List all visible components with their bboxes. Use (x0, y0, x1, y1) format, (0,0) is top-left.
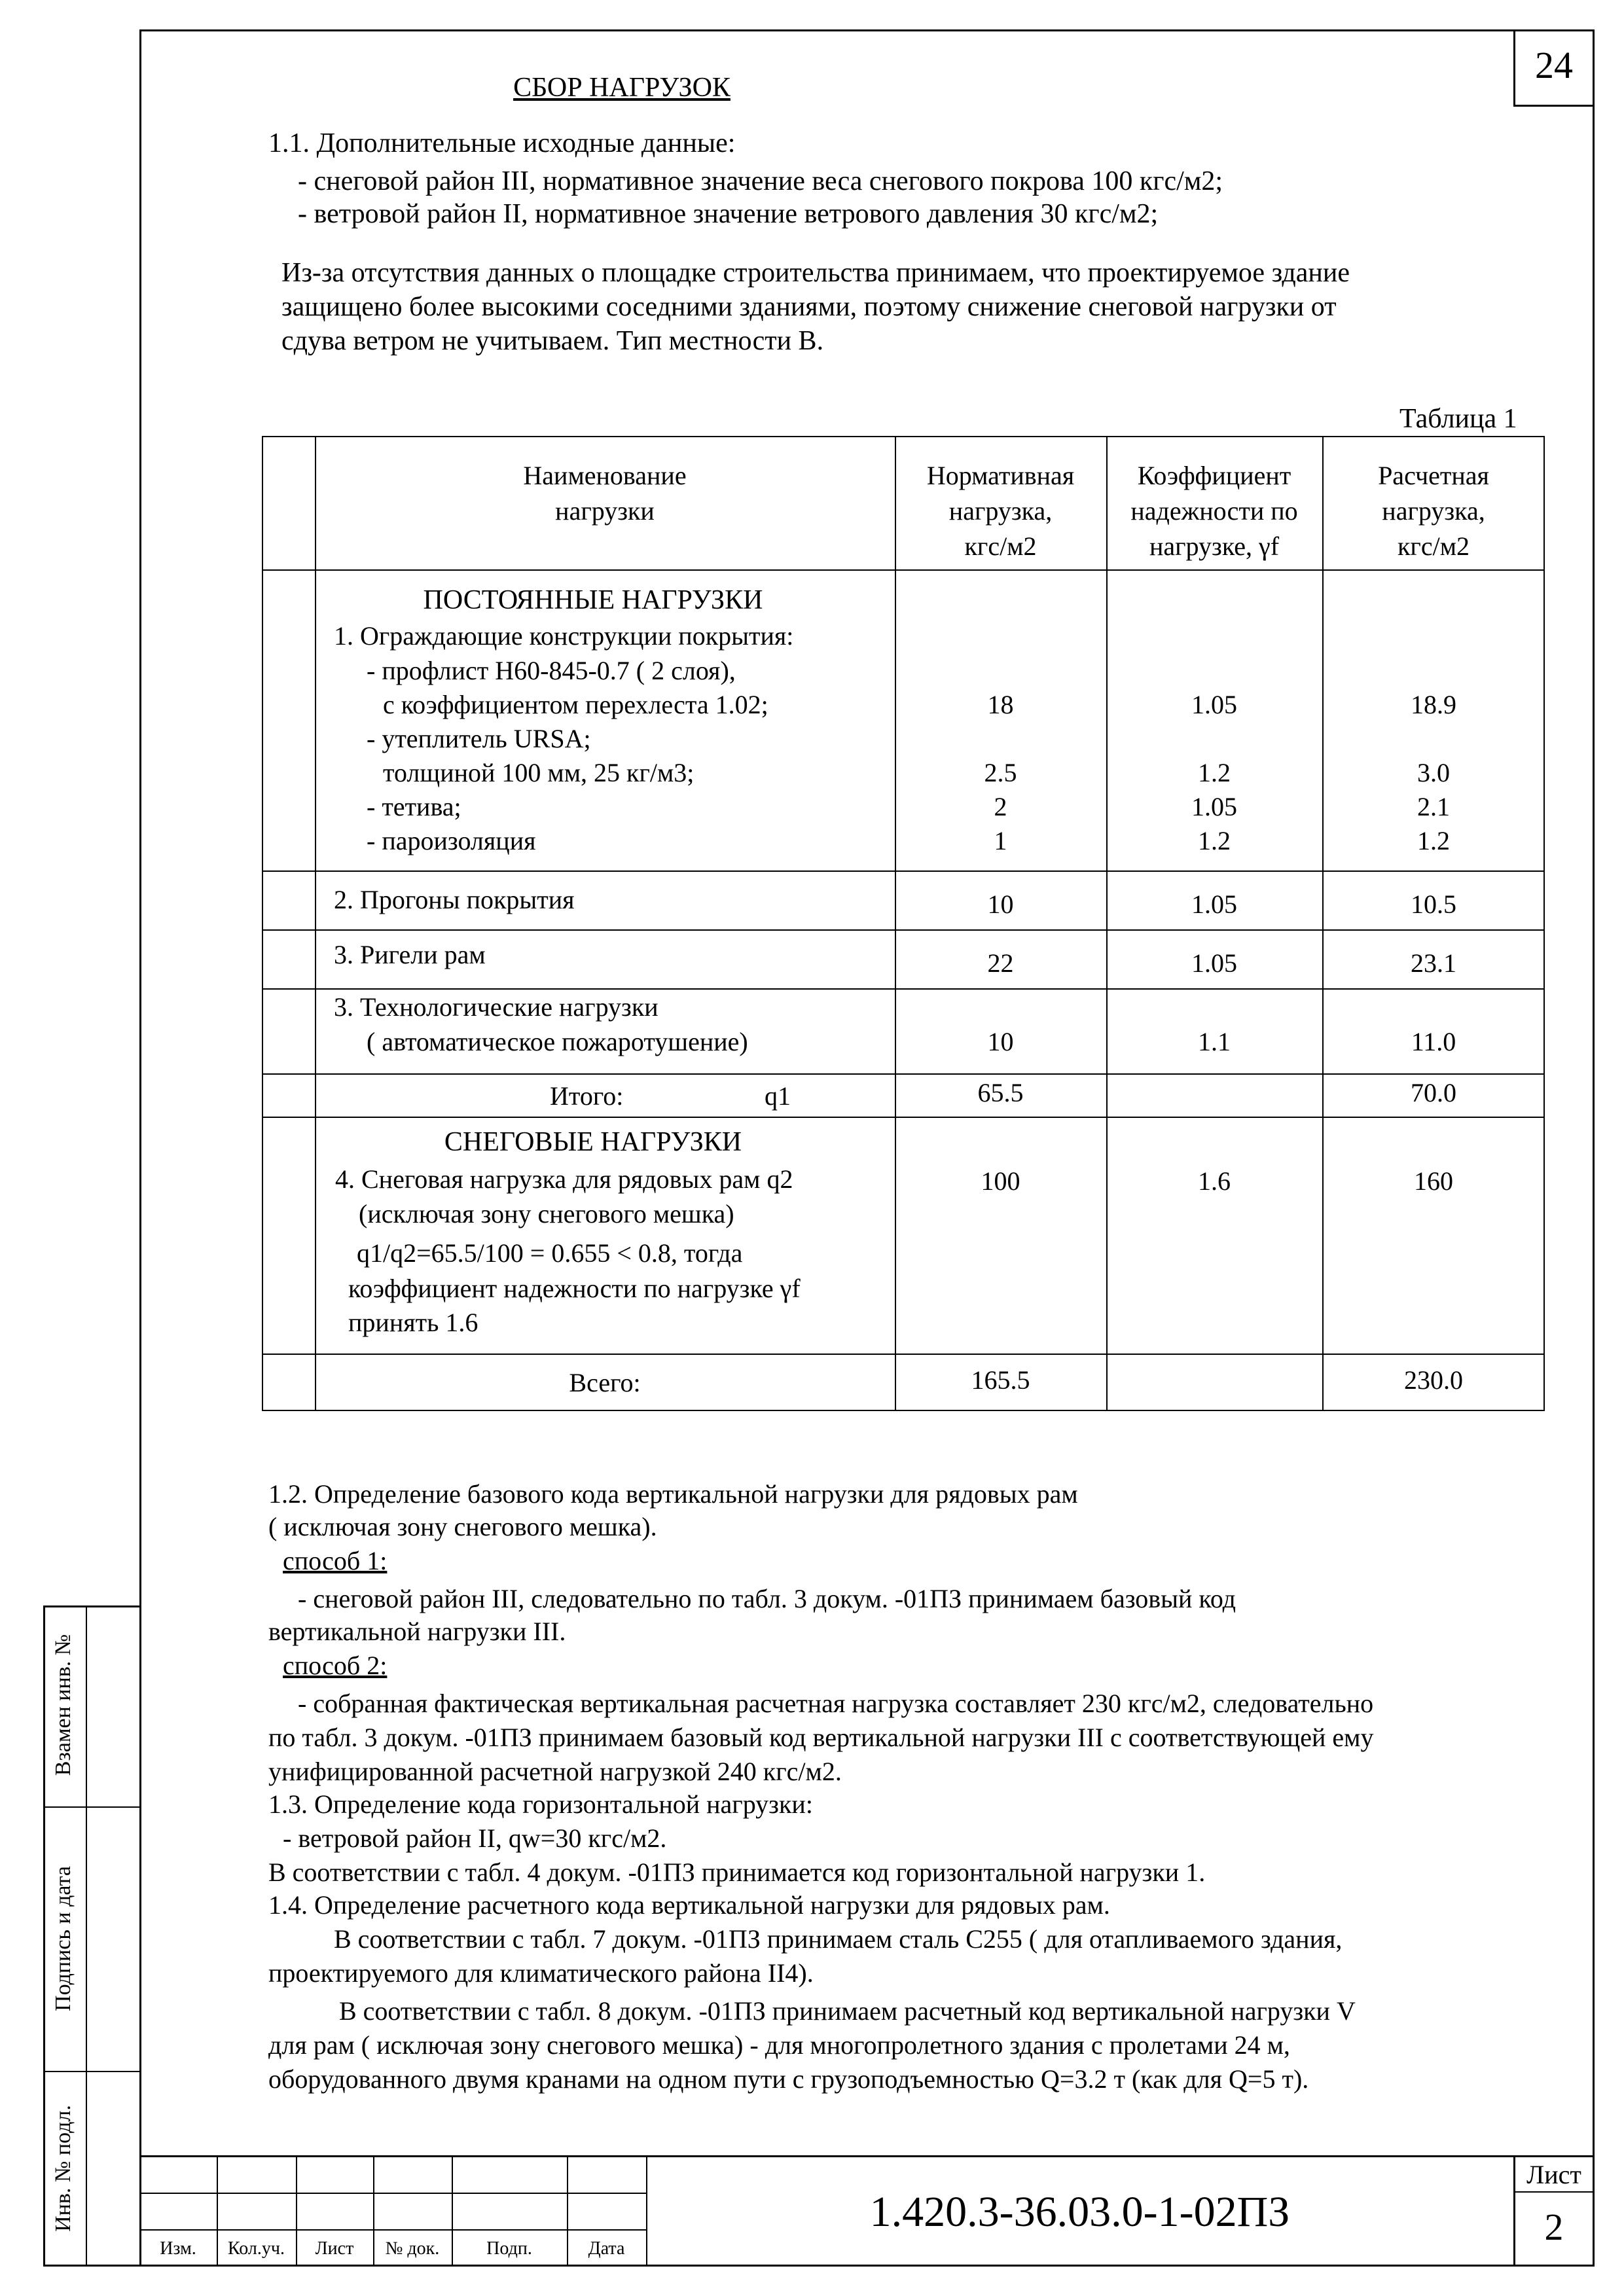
header-normative-line: нагрузка, (948, 496, 1053, 526)
header-name (315, 458, 895, 529)
purlins-label: 2. Прогоны покрытия (334, 885, 575, 914)
cell-coef: 1.2 (1198, 758, 1231, 787)
section2-line: для рам ( исключая зону снегового мешка) - для многопролетного здания с пролетами 24 м, (268, 2030, 1290, 2060)
cell-coef: 1.1 (1198, 1027, 1231, 1056)
section2-line: 1.2. Определение базового кода вертикальной нагрузки для рядовых рам (268, 1479, 1078, 1509)
cell-coef: 1.05 (1191, 792, 1237, 821)
section2-line: способ 1: (283, 1546, 388, 1575)
permanent-line: толщиной 100 мм, 25 кг/м3; (383, 758, 695, 787)
table-divider (262, 870, 1545, 872)
section2-line: В соответствии с табл. 8 докум. -01ПЗ принимаем расчетный код вертикальной нагрузки V (339, 1996, 1356, 2026)
cell-coef: 1.05 (1191, 889, 1237, 919)
header-normative-line: кгс/м2 (964, 531, 1037, 561)
sheet-number: 2 (1544, 2206, 1564, 2248)
section2-line: - снеговой район III, следовательно по табл. 3 докум. -01ПЗ принимаем базовый код (298, 1584, 1236, 1613)
section2-line: оборудованного двумя кранами на одном пути с грузоподъемностью Q=3.2 т (как для Q=5 т). (268, 2064, 1309, 2094)
snow-line: коэффициент надежности по нагрузке γf (348, 1274, 801, 1303)
cell-normative: 165.5 (971, 1365, 1030, 1395)
section2-line: ( исключая зону снегового мешка). (268, 1512, 657, 1541)
header-design-line: нагрузка, (1382, 496, 1485, 526)
stamp-divider (139, 2193, 646, 2194)
table-divider (1106, 436, 1108, 1411)
section2-line: - ветровой район II, qw=30 кгс/м2. (283, 1823, 667, 1853)
snow-line: q1/q2=65.5/100 = 0.655 < 0.8, тогда (357, 1238, 743, 1268)
intro-paragraph-line: сдува ветром не учитываем. Тип местности В. (281, 326, 824, 356)
side-stamp-replace: Взамен инв. № (51, 1634, 75, 1776)
snow-line: принять 1.6 (348, 1308, 478, 1337)
subtotal-label: Итого: (550, 1081, 624, 1111)
header-design (1322, 458, 1545, 564)
permanent-heading: ПОСТОЯННЫЕ НАГРУЗКИ (423, 585, 763, 615)
subtotal-symbol: q1 (765, 1081, 791, 1111)
sheet-label: Лист (1526, 2160, 1581, 2189)
header-design-line: кгс/м2 (1397, 531, 1470, 561)
cell-design: 1.2 (1417, 826, 1450, 855)
header-name-line: нагрузки (555, 496, 655, 526)
table-divider (1322, 436, 1324, 1411)
cell-design: 18.9 (1411, 690, 1456, 719)
cell-normative: 2.5 (984, 758, 1017, 787)
cell-design: 11.0 (1411, 1027, 1456, 1056)
stamp-col-sign: Подп. (486, 2238, 532, 2259)
cell-design: 3.0 (1417, 758, 1450, 787)
side-stamp-divider (86, 1605, 87, 2267)
section2-line: 1.3. Определение кода горизонтальной нагрузки: (268, 1789, 813, 1819)
permanent-line: 1. Ограждающие конструкции покрытия: (334, 621, 794, 651)
cell-coef: 1.05 (1191, 948, 1237, 978)
cell-design: 70.0 (1411, 1078, 1456, 1107)
stamp-divider (1513, 2191, 1595, 2193)
cell-coef: 1.6 (1198, 1166, 1231, 1196)
header-coefficient (1106, 458, 1322, 564)
snow-line: 4. Снеговая нагрузка для рядовых рам q2 (335, 1164, 793, 1194)
table-divider (895, 436, 896, 1411)
doc-code: 1.420.3-36.03.0-1-02ПЗ (869, 2188, 1290, 2236)
cell-normative: 65.5 (977, 1078, 1024, 1107)
cell-design: 23.1 (1411, 948, 1456, 978)
table-divider (262, 569, 1545, 571)
table-divider (262, 929, 1545, 931)
section2-line: унифицированной расчетной нагрузкой 240 кгс/м2. (268, 1757, 842, 1786)
intro-item: - ветровой район II, нормативное значение ветрового давления 30 кгс/м2; (298, 199, 1159, 229)
intro-paragraph-line: защищено более высокими соседними зданиями, поэтому снижение снеговой нагрузки от (281, 292, 1337, 322)
section2-line: способ 2: (283, 1651, 388, 1680)
header-normative-line: Нормативная (926, 461, 1075, 490)
stamp-col-date: Дата (588, 2238, 625, 2259)
side-stamp-signature: Подпись и дата (51, 1866, 75, 2011)
page-title: СБОР НАГРУЗОК (513, 73, 731, 103)
page-number-top: 24 (1535, 44, 1573, 86)
intro-heading: 1.1. Дополнительные исходные данные: (268, 128, 736, 158)
cell-normative: 100 (981, 1166, 1020, 1196)
cell-design: 230.0 (1404, 1365, 1463, 1395)
cell-normative: 1 (994, 826, 1007, 855)
permanent-line: с коэффициентом перехлеста 1.02; (383, 690, 768, 719)
permanent-line: - тетива; (367, 792, 461, 821)
header-coef-line: нагрузке, γf (1149, 531, 1280, 561)
header-design-line: Расчетная (1378, 461, 1489, 490)
stamp-col-doc: № док. (385, 2238, 440, 2259)
intro-paragraph-line: Из-за отсутствия данных о площадке строительства принимаем, что проектируемое здание (281, 258, 1350, 288)
stamp-col-izm: Изм. (160, 2238, 196, 2259)
tech-label: 3. Технологические нагрузки (334, 992, 659, 1022)
intro-item: - снеговой район III, нормативное значение веса снегового покрова 100 кгс/м2; (298, 166, 1223, 196)
section2-line: по табл. 3 докум. -01ПЗ принимаем базовый код вертикальной нагрузки III с соответствующей ему (268, 1723, 1374, 1752)
permanent-line: - профлист Н60-845-0.7 ( 2 слоя), (367, 656, 736, 685)
stamp-col-list: Лист (315, 2238, 354, 2259)
table-divider (262, 1354, 1545, 1355)
side-stamp-inv: Инв. № подл. (51, 2105, 75, 2232)
cell-normative: 18 (987, 690, 1014, 719)
cell-normative: 22 (987, 948, 1014, 978)
cell-normative: 2 (994, 792, 1007, 821)
header-name-line: Наименование (523, 461, 687, 490)
table-divider (262, 1073, 1545, 1075)
section2-line: - собранная фактическая вертикальная расчетная нагрузка составляет 230 кгс/м2, следовательно (298, 1689, 1374, 1718)
cell-normative: 10 (987, 889, 1014, 919)
stamp-col-kolvo: Кол.уч. (228, 2238, 285, 2259)
section2-line: В соответствии с табл. 7 докум. -01ПЗ принимаем сталь С255 ( для отапливаемого здания, (334, 1924, 1343, 1954)
cell-design: 160 (1414, 1166, 1453, 1196)
section2-line: 1.4. Определение расчетного кода вертикальной нагрузки для рядовых рам. (268, 1890, 1110, 1920)
cell-design: 2.1 (1417, 792, 1450, 821)
rafters-label: 3. Ригели рам (334, 940, 486, 969)
header-coef-line: Коэффициент (1137, 461, 1291, 490)
cell-coef: 1.2 (1198, 826, 1231, 855)
stamp-top-line (139, 2155, 1595, 2157)
header-normative (895, 458, 1106, 564)
header-coef-line: надежности по (1130, 496, 1298, 526)
snow-line: (исключая зону снегового мешка) (359, 1199, 734, 1229)
cell-design: 10.5 (1411, 889, 1456, 919)
tech-label: ( автоматическое пожаротушение) (367, 1027, 748, 1056)
permanent-line: - пароизоляция (367, 826, 536, 855)
table-divider (262, 1117, 1545, 1118)
cell-coef: 1.05 (1191, 690, 1237, 719)
section2-line: вертикальной нагрузки III. (268, 1617, 566, 1646)
total-label: Всего: (569, 1368, 641, 1397)
cell-normative: 10 (987, 1027, 1014, 1056)
stamp-divider (139, 2229, 646, 2231)
table-caption: Таблица 1 (1399, 404, 1517, 434)
permanent-line: - утеплитель URSA; (367, 724, 591, 753)
snow-heading: СНЕГОВЫЕ НАГРУЗКИ (444, 1127, 742, 1157)
section2-line: В соответствии с табл. 4 докум. -01ПЗ принимается код горизонтальной нагрузки 1. (268, 1857, 1206, 1887)
section2-line: проектируемого для климатического района II4). (268, 1958, 814, 1988)
